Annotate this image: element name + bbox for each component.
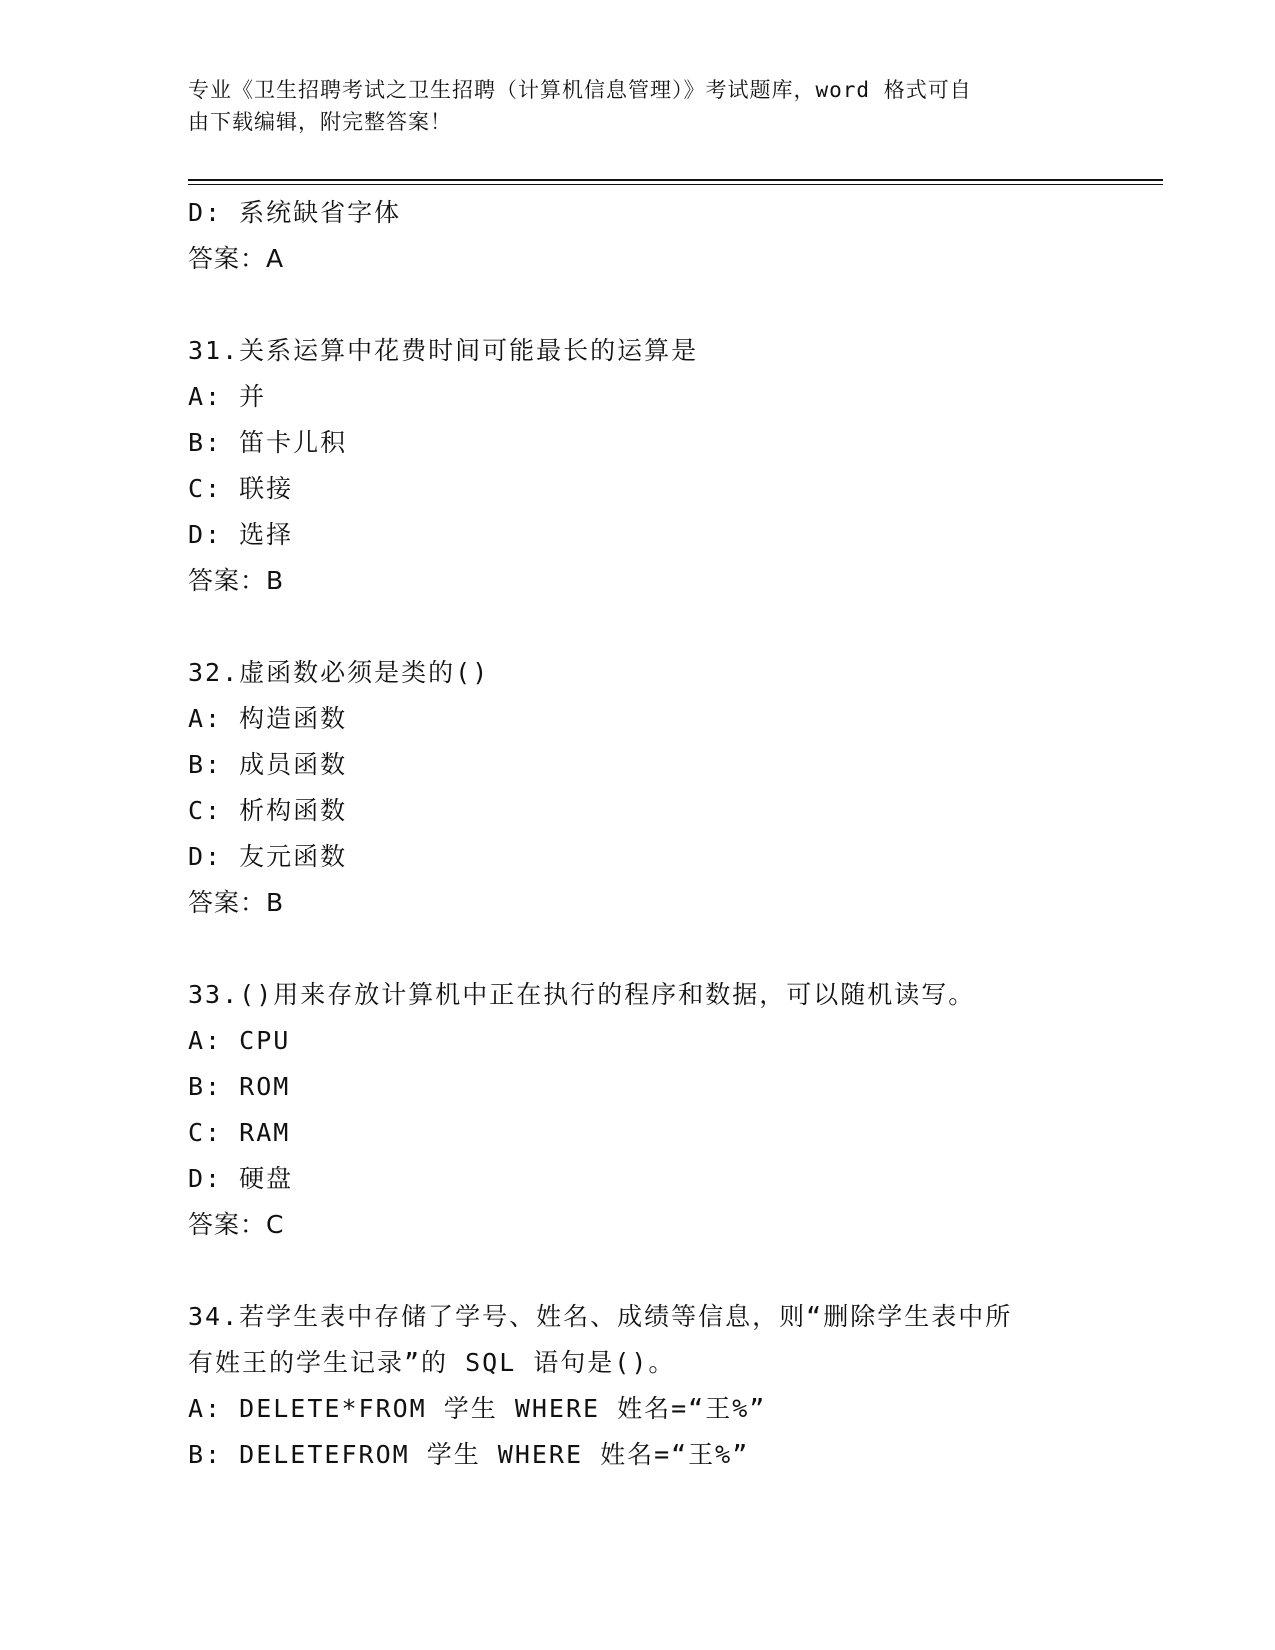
option-b: B: ROM: [188, 1072, 291, 1101]
option-c: C: 析构函数: [188, 796, 348, 825]
question-title: 33.()用来存放计算机中正在执行的程序和数据，可以随机读写。: [188, 980, 976, 1009]
option-a: A: CPU: [188, 1026, 291, 1055]
option-b: B: 笛卡儿积: [188, 428, 348, 457]
question-title: 31.关系运算中花费时间可能最长的运算是: [188, 336, 699, 365]
option-d: D: 选择: [188, 520, 294, 549]
header-line-1: 专业《卫生招聘考试之卫生招聘（计算机信息管理）》考试题库，word 格式可自: [188, 78, 972, 102]
answer: 答案：C: [188, 1210, 285, 1239]
header-rule-thick: [188, 179, 1163, 181]
spacer: [188, 604, 1088, 650]
question-33: [188, 972, 1088, 1248]
question-title-line-1: 34.若学生表中存储了学号、姓名、成绩等信息，则“删除学生表中所: [188, 1302, 1013, 1331]
option-b: B: 成员函数: [188, 750, 348, 779]
prev-option-d: D: 系统缺省字体: [188, 198, 402, 227]
answer: 答案：B: [188, 566, 285, 595]
header-line-2: 由下载编辑，附完整答案！: [188, 110, 452, 134]
question-31: [188, 328, 1088, 604]
option-a: A: 并: [188, 382, 267, 411]
option-d: D: 友元函数: [188, 842, 348, 871]
answer: 答案：B: [188, 888, 285, 917]
option-d: D: 硬盘: [188, 1164, 294, 1193]
question-32: [188, 650, 1088, 926]
document-header: [188, 74, 1088, 138]
question-list: [188, 190, 1088, 1478]
option-c: C: RAM: [188, 1118, 291, 1147]
option-a: A: 构造函数: [188, 704, 348, 733]
question-title: 32.虚函数必须是类的(): [188, 658, 490, 687]
question-title-line-2: 有姓王的学生记录”的 SQL 语句是()。: [188, 1348, 676, 1377]
spacer: [188, 926, 1088, 972]
option-a: A: DELETE*FROM 学生 WHERE 姓名=“王%”: [188, 1394, 767, 1423]
spacer: [188, 1248, 1088, 1294]
option-b: B: DELETEFROM 学生 WHERE 姓名=“王%”: [188, 1440, 750, 1469]
prev-answer: 答案：A: [188, 244, 285, 273]
spacer: [188, 282, 1088, 328]
header-rule-thin: [188, 184, 1163, 185]
question-34: [188, 1294, 1088, 1478]
option-c: C: 联接: [188, 474, 294, 503]
